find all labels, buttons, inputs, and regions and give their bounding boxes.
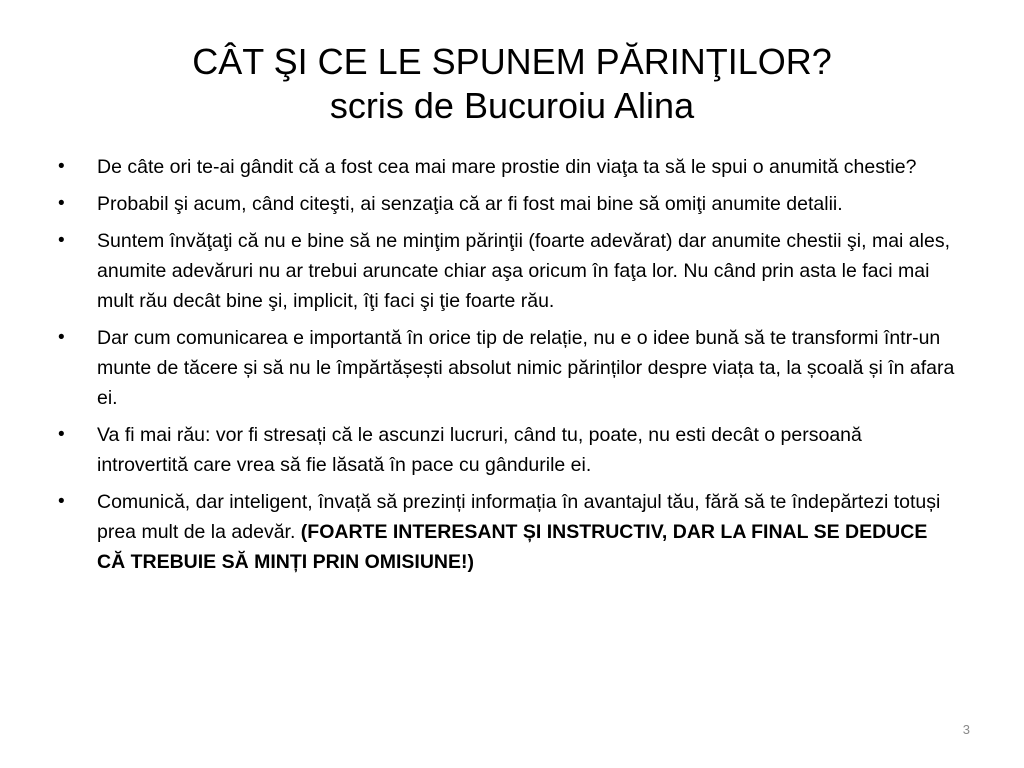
bullet-item [52, 420, 957, 480]
bullet-dot-icon: • [58, 424, 65, 445]
bullet-text: Dar cum comunicarea e importantă în orice tip de relație, nu e o idee bună să te transformi într-un munte de tăcere și să nu le împărtășești absolut nimic părinților despre viața ta, la școală și în afara ei. [97, 327, 955, 409]
bullet-text: Va fi mai rău: vor fi stresați că le ascunzi lucruri, când tu, poate, nu esti decât o persoană introvertită care vrea să fie lăsată în pace cu gândurile ei. [97, 424, 862, 476]
bullet-bold-text: (FOARTE INTERESANT ȘI INSTRUCTIV, DAR LA FINAL SE DEDUCE CĂ TREBUIE SĂ MINȚI PRIN OMISIUNE!) [97, 521, 928, 573]
bullet-item [52, 487, 957, 577]
bullet-text: Suntem învăţaţi că nu e bine să ne minţim părinţii (foarte adevărat) dar anumite chestii şi, mai ales, anumite adevăruri nu ar trebui aruncate chiar aşa oricum în faţa lor. Nu când prin asta le faci mai mult rău decât bine şi, implicit, îţi faci şi ţie foarte rău. [97, 230, 950, 312]
bullet-dot-icon: • [58, 491, 65, 512]
page-number: 3 [962, 722, 970, 737]
bullet-dot-icon: • [58, 327, 65, 348]
bullet-item [52, 189, 957, 219]
bullet-dot-icon: • [58, 156, 65, 177]
bullet-item [52, 152, 957, 182]
bullet-text: Probabil şi acum, când citeşti, ai senzaţia că ar fi fost mai bine să omiţi anumite detalii. [97, 193, 843, 215]
title-line-author: scris de Bucuroiu Alina [329, 85, 695, 126]
bullet-dot-icon: • [58, 193, 65, 214]
bullet-text: De câte ori te-ai gândit că a fost cea mai mare prostie din viaţa ta să le spui o anumită chestie? [97, 156, 917, 178]
bullet-dot-icon: • [58, 230, 65, 251]
bullet-list [52, 152, 957, 584]
title-line-main: CÂT ŞI CE LE SPUNEM PĂRINŢILOR? [192, 41, 832, 82]
bullet-text: Comunică, dar inteligent, învață să prezinți informația în avantajul tău, fără să te îndepărtezi totuși prea mult de la adevăr. [97, 491, 941, 543]
slide-title [0, 40, 1024, 128]
bullet-item [52, 323, 957, 413]
bullet-item [52, 226, 957, 316]
